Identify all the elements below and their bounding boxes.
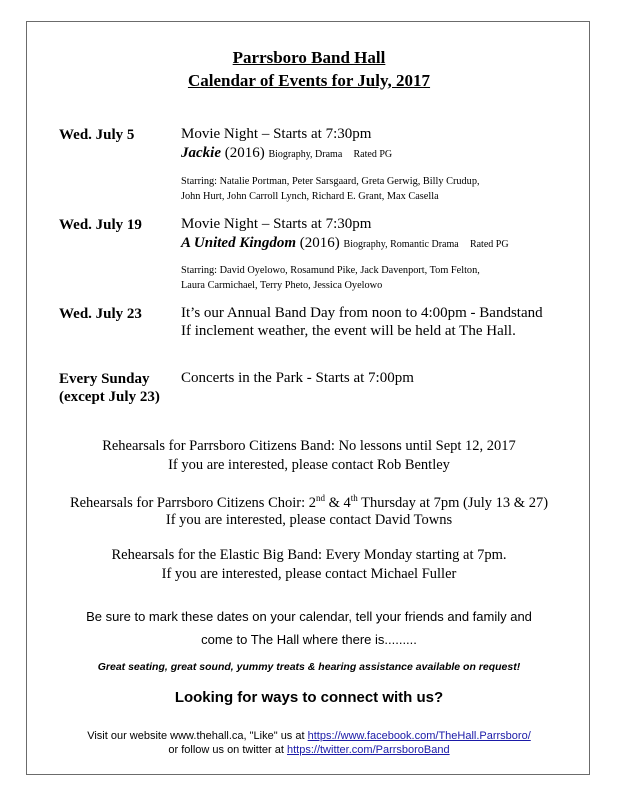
rehearsal-band-contact: If you are interested, please contact Rob Bentley — [168, 457, 450, 473]
starring-line: Starring: David Oyelowo, Rosamund Pike, Jack Davenport, Tom Felton, — [181, 265, 480, 276]
rehearsal-bigband-contact: If you are interested, please contact Michael Fuller — [161, 566, 457, 582]
film-year: (2016) — [299, 235, 340, 251]
reminder-line: come to The Hall where there is......... — [201, 632, 417, 647]
event-day: Every Sunday — [59, 371, 150, 387]
film-title: Jackie — [181, 145, 221, 161]
event-headline: Movie Night – Starts at 7:30pm — [181, 216, 372, 232]
rehearsal-choir: Rehearsals for Parrsboro Citizens Choir: 2nd & 4th Thursday at 7pm (July 13 & 27) — [69, 493, 549, 511]
event-day-note: (except July 23) — [59, 389, 160, 405]
page-title: Parrsboro Band Hall — [232, 48, 386, 67]
film-year: (2016) — [224, 145, 265, 161]
page-subtitle: Calendar of Events for July, 2017 — [187, 71, 431, 90]
reminder-line: Be sure to mark these dates on your calendar, tell your friends and family and — [86, 609, 532, 624]
facebook-link[interactable]: https://www.facebook.com/TheHall.Parrsboro/ — [307, 730, 531, 742]
film-details — [181, 235, 509, 252]
event-headline: Movie Night – Starts at 7:30pm — [181, 126, 372, 142]
perks-line: Great seating, great sound, yummy treats & hearing assistance available on request! — [97, 661, 521, 673]
film-title: A United Kingdom — [181, 235, 297, 251]
rehearsal-choir-contact: If you are interested, please contact David Towns — [165, 512, 453, 528]
connect-heading: Looking for ways to connect with us? — [174, 689, 444, 706]
twitter-link[interactable]: https://twitter.com/ParrsboroBand — [286, 744, 450, 756]
starring-line: Starring: Natalie Portman, Peter Sarsgaard, Greta Gerwig, Billy Crudup, — [181, 176, 480, 187]
event-day: Wed. July 5 — [59, 127, 135, 143]
starring-line: Laura Carmichael, Terry Pheto, Jessica Oyelowo — [181, 280, 383, 291]
film-genre: Biography, Drama — [268, 149, 343, 160]
film-details — [181, 145, 392, 162]
event-line: Concerts in the Park - Starts at 7:00pm — [181, 370, 414, 386]
rehearsal-bigband: Rehearsals for the Elastic Big Band: Every Monday starting at 7pm. — [111, 547, 507, 563]
starring-line: John Hurt, John Carroll Lynch, Richard E. Grant, Max Casella — [181, 191, 439, 202]
film-genre: Biography, Romantic Drama — [343, 239, 459, 250]
event-line: It’s our Annual Band Day from noon to 4:00pm - Bandstand — [181, 305, 543, 321]
film-rating: Rated PG — [353, 149, 393, 160]
event-line: If inclement weather, the event will be held at The Hall. — [181, 323, 516, 339]
follow-line: or follow us on twitter at https://twitter.com/ParrsboroBand — [168, 744, 450, 756]
event-day: Wed. July 23 — [59, 306, 142, 322]
film-rating: Rated PG — [469, 239, 509, 250]
event-day: Wed. July 19 — [59, 217, 142, 233]
visit-line: Visit our website www.thehall.ca, "Like" us at https://www.facebook.com/TheHall.Parrsboro/ — [87, 730, 531, 742]
rehearsal-band: Rehearsals for Parrsboro Citizens Band: No lessons until Sept 12, 2017 — [102, 438, 516, 454]
